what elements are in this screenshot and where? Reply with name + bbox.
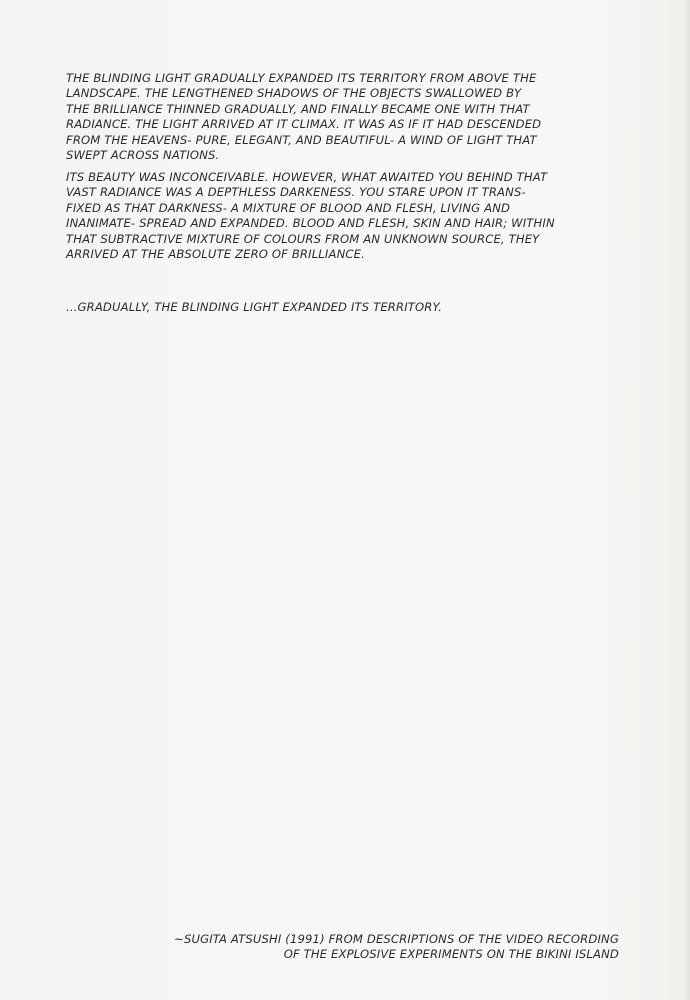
page-edge-shadow [684,0,690,1000]
attribution: ~SUGITA ATSUSHI (1991) FROM DESCRIPTIONS OF THE VIDEO RECORDING OF THE EXPLOSIVE EXPERIMENTS ON THE BIKINI ISLAND [174,932,619,962]
paragraph-3: ...GRADUALLY, THE BLINDING LIGHT EXPANDED ITS TERRITORY. [66,300,443,314]
paragraph-1: THE BLINDING LIGHT GRADUALLY EXPANDED ITS TERRITORY FROM ABOVE THE LANDSCAPE. THE LENGTHENED SHADOWS OF THE OBJECTS SWALLOWED BY THE BRILLIANCE THINNED GRADUALLY, AND FINALLY BECAME ONE WITH THAT RADIANCE. THE LIGHT ARRIVED AT IT CLIMAX. IT WAS AS IF IT HAD DESCENDED FROM THE HEAVENS- PURE, ELEGANT, AND BEAUTIFUL- A WIND OF LIGHT THAT SWEPT ACROSS NATIONS. [66,71,542,163]
paragraph-2: ITS BEAUTY WAS INCONCEIVABLE. HOWEVER, WHAT AWAITED YOU BEHIND THAT VAST RADIANCE WAS A DEPTHLESS DARKENESS. YOU STARE UPON IT TRANS- FIXED AS THAT DARKNESS- A MIXTURE OF BLOOD AND FLESH, LIVING AND INANIMATE- SPREAD AND EXPANDED. BLOOD AND FLESH, SKIN AND HAIR; WITHIN THAT SUBTRACTIVE MIXTURE OF COLOURS FROM AN UNKNOWN SOURCE, THEY ARRIVED AT THE ABSOLUTE ZERO OF BRILLIANCE. [66,170,555,262]
